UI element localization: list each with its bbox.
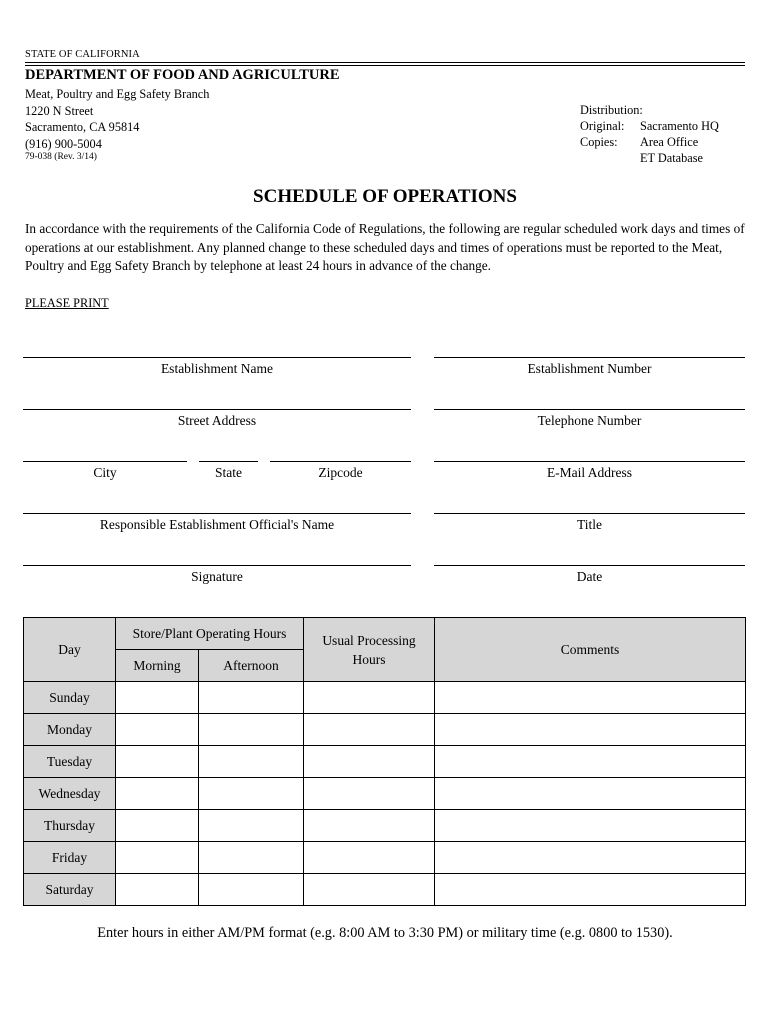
table-row <box>24 714 746 746</box>
date-label: Date <box>576 569 603 584</box>
table-row <box>24 682 746 714</box>
processing-cell[interactable] <box>304 714 435 746</box>
afternoon-cell[interactable] <box>199 842 304 874</box>
comments-cell[interactable] <box>435 682 746 714</box>
morning-cell[interactable] <box>116 778 199 810</box>
afternoon-header: Afternoon <box>199 650 304 682</box>
email-field[interactable] <box>434 461 745 462</box>
city-field[interactable] <box>23 461 187 462</box>
address-line: (916) 900-5004 <box>25 136 102 151</box>
day-cell: Friday <box>24 842 116 874</box>
header-rule <box>25 65 745 66</box>
state-heading: STATE OF CALIFORNIA <box>25 49 140 60</box>
establishment-name-field[interactable] <box>23 357 411 358</box>
form-number: 79-038 (Rev. 3/14) <box>25 152 97 162</box>
table-row <box>24 810 746 842</box>
morning-cell[interactable] <box>116 874 199 906</box>
day-cell: Monday <box>24 714 116 746</box>
branch-address <box>25 86 209 152</box>
official-name-label: Responsible Establishment Official's Name <box>99 517 335 532</box>
processing-cell[interactable] <box>304 874 435 906</box>
form-title: SCHEDULE OF OPERATIONS <box>253 186 517 207</box>
afternoon-cell[interactable] <box>199 746 304 778</box>
day-cell: Sunday <box>24 682 116 714</box>
comments-header: Comments <box>435 618 746 682</box>
comments-cell[interactable] <box>435 746 746 778</box>
city-label: City <box>93 465 117 480</box>
address-line: Meat, Poultry and Egg Safety Branch <box>25 87 210 101</box>
table-row <box>24 746 746 778</box>
table-row <box>24 874 746 906</box>
telephone-number-label: Telephone Number <box>537 413 642 428</box>
comments-cell[interactable] <box>435 842 746 874</box>
morning-cell[interactable] <box>116 682 199 714</box>
day-cell: Thursday <box>24 810 116 842</box>
original-key: Original: <box>580 119 625 133</box>
processing-cell[interactable] <box>304 810 435 842</box>
processing-cell[interactable] <box>304 778 435 810</box>
title-label: Title <box>576 517 603 532</box>
day-cell: Wednesday <box>24 778 116 810</box>
signature-label: Signature <box>191 569 243 584</box>
processing-cell[interactable] <box>304 682 435 714</box>
telephone-number-field[interactable] <box>434 409 745 410</box>
official-name-field[interactable] <box>23 513 411 514</box>
afternoon-cell[interactable] <box>199 874 304 906</box>
original-value: Sacramento HQ <box>640 119 719 133</box>
processing-header-line: Usual Processing <box>322 632 416 648</box>
email-label: E-Mail Address <box>546 465 633 480</box>
morning-cell[interactable] <box>116 746 199 778</box>
title-field[interactable] <box>434 513 745 514</box>
morning-cell[interactable] <box>116 810 199 842</box>
establishment-number-label: Establishment Number <box>527 361 652 376</box>
processing-cell[interactable] <box>304 842 435 874</box>
establishment-number-field[interactable] <box>434 357 745 358</box>
zipcode-label: Zipcode <box>318 465 363 480</box>
schedule-table <box>23 617 746 906</box>
processing-header-line: Hours <box>352 651 386 667</box>
signature-field[interactable] <box>23 565 411 566</box>
processing-cell[interactable] <box>304 746 435 778</box>
street-address-field[interactable] <box>23 409 411 410</box>
zipcode-field[interactable] <box>270 461 411 462</box>
establishment-name-label: Establishment Name <box>160 361 274 376</box>
copies-value: ET Database <box>640 151 703 165</box>
state-field[interactable] <box>199 461 258 462</box>
copies-value: Area Office <box>640 135 699 149</box>
comments-cell[interactable] <box>435 778 746 810</box>
table-row <box>24 778 746 810</box>
afternoon-cell[interactable] <box>199 778 304 810</box>
comments-cell[interactable] <box>435 714 746 746</box>
comments-cell[interactable] <box>435 874 746 906</box>
day-cell: Tuesday <box>24 746 116 778</box>
distribution-block <box>580 102 719 166</box>
afternoon-cell[interactable] <box>199 682 304 714</box>
afternoon-cell[interactable] <box>199 714 304 746</box>
comments-cell[interactable] <box>435 810 746 842</box>
table-row <box>24 842 746 874</box>
operating-hours-header: Store/Plant Operating Hours <box>116 618 304 650</box>
department-heading: DEPARTMENT OF FOOD AND AGRICULTURE <box>25 67 340 83</box>
address-line: 1220 N Street <box>25 103 94 118</box>
morning-cell[interactable] <box>116 714 199 746</box>
address-line: Sacramento, CA 95814 <box>25 120 140 134</box>
state-label: State <box>215 465 242 480</box>
morning-header: Morning <box>116 650 199 682</box>
distribution-label: Distribution: <box>580 103 643 117</box>
street-address-label: Street Address <box>177 413 257 428</box>
date-field[interactable] <box>434 565 745 566</box>
day-cell: Saturday <box>24 874 116 906</box>
copies-key: Copies: <box>580 135 618 149</box>
processing-hours-header <box>304 618 435 682</box>
header-rule <box>25 62 745 63</box>
day-column-header: Day <box>24 618 116 682</box>
footer-note: Enter hours in either AM/PM format (e.g. 8:00 AM to 3:30 PM) or military time (e.g. 0800 to 1530). <box>97 925 673 941</box>
intro-paragraph: In accordance with the requirements of the California Code of Regulations, the following are regular scheduled work days and times of operations at our establishment. Any planned change to these scheduled days and times of operations must be reported to the Meat, Poultry and Egg Safety Branch by telephone at least 24 hours in advance of the change. <box>25 221 745 273</box>
afternoon-cell[interactable] <box>199 810 304 842</box>
please-print-note: PLEASE PRINT <box>25 296 109 310</box>
morning-cell[interactable] <box>116 842 199 874</box>
